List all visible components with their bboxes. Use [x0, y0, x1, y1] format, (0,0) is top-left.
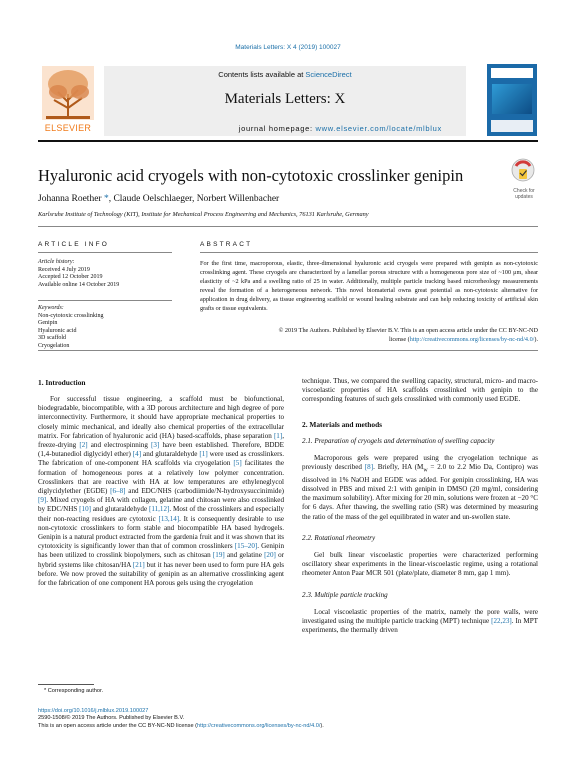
text-run: were used as crosslinkers. The fabrication of one-component HA scaffolds via cryogelation: [38, 450, 284, 468]
affiliation: Karlsruhe Institute of Technology (KIT), Institute for Mechanical Process Engineering and Mechanics, 76131 Karlsruhe, Germany: [38, 211, 369, 218]
oa-prefix: This is an open access article under the CC BY-NC-ND license (: [38, 722, 197, 729]
text-run: and electrospinning: [87, 441, 152, 450]
license-line: [200, 336, 538, 345]
text-run: . In MPT experiments, the thermally driven: [302, 617, 538, 635]
keyword-item: 3D scaffold: [38, 335, 67, 342]
oa-suffix: ).: [320, 722, 324, 729]
intro-heading: 1. Introduction: [38, 378, 86, 387]
text-run: facilitates the formation of homogeneous pores at a relatively low polymer concentration. Crosslinkers that are reactive with HA at low temperatures are ethyleneglycol diglycidylether (EGDE): [38, 459, 284, 496]
text-run: . Briefly, HA (M: [373, 463, 424, 472]
keyword-item: Hyaluronic acid: [38, 327, 77, 334]
reference-link[interactable]: [11,12]: [148, 505, 170, 514]
header-rule: [38, 140, 538, 142]
history-label: Article history:: [38, 259, 75, 265]
reference-link[interactable]: [1]: [273, 431, 283, 440]
text-run: . Most of the crosslinkers and especially their non-reacting residues are cytotoxic: [38, 505, 284, 523]
open-access-line: [38, 723, 538, 730]
reference-link[interactable]: [22,23]: [491, 617, 512, 626]
text-run: Local viscoelastic properties of the matrix, namely the pore walls, were investigated using the multiple particle tracking (MPT) technique: [302, 607, 538, 626]
reference-link[interactable]: [4]: [132, 450, 142, 459]
section-2-1-text: [302, 454, 538, 522]
footnote-rule: [38, 684, 94, 685]
doi-link[interactable]: https://doi.org/10.1016/j.mlblux.2019.100027: [38, 708, 149, 714]
abstract-heading: ABSTRACT: [200, 241, 253, 248]
keyword-item: Cryogelation: [38, 342, 70, 349]
issn-line: 2590-1508/© 2019 The Authors. Published by Elsevier B.V.: [38, 715, 185, 722]
article-history: [38, 259, 172, 289]
text-run: Macroporous gels were prepared using the cryogelation technique as previously described: [302, 454, 538, 472]
homepage-link[interactable]: www.elsevier.com/locate/mlblux: [315, 124, 442, 133]
copyright-line: © 2019 The Authors. Published by Elsevier B.V. This is an open access article under the CC BY-NC-ND: [278, 327, 538, 334]
text-run: , freeze-drying: [38, 431, 284, 450]
keyword-item: Genipin: [38, 320, 58, 327]
check-for-updates-label[interactable]: Check for updates: [513, 188, 535, 200]
text-run: For successful tissue engineering, a scaffold must be biofunctional, biodegradable, biocompatible, with a 3D porous architecture and high degree of pore interconnectivity. Furthermore, it should have appropriate mechanical properties to closely mimic mechanical, and ideally also chemical properties of the extracellular matrix. For fabrication of hyaluronic acid (HA) based-scaffolds, phase separation: [38, 395, 284, 440]
abstract-rule: [200, 252, 538, 253]
reference-link[interactable]: [3]: [151, 441, 160, 450]
subscript: w: [423, 467, 428, 474]
text-run: = 2.0 to 2.2 Mio Da, Contipro) was dissolved in 1% NaOH and EGDE was added. For genipin crosslinking, HA was dissolved in PBS and mixed 2:1 with genipin in DMSO (20 mg/ml, considering the maximum solubility). After mixing for 20 min, solutions were frozen at −20 °C for 6 days. After thawing, the swelling ratio (SR) was determined by measuring the ratio of the mass of the gel equilibrated in water and un-swollen state.: [302, 463, 538, 521]
elsevier-wordmark: ELSEVIER: [44, 123, 92, 133]
text-run: and gelatine: [224, 551, 265, 560]
journal-citation[interactable]: Materials Letters: X 4 (2019) 100027: [235, 44, 341, 51]
reference-link[interactable]: [9]: [38, 496, 47, 505]
homepage-prefix: journal homepage:: [238, 124, 316, 133]
license-link[interactable]: http://creativecommons.org/licenses/by-nc-nd/4.0/: [409, 335, 535, 343]
contents-line: [104, 70, 466, 79]
affiliation-rule: [38, 226, 538, 227]
text-run: or hybrid systems like chitosan/HA: [38, 551, 285, 569]
reference-link[interactable]: [1]: [199, 450, 208, 459]
abstract-end-rule: [38, 350, 538, 351]
reference-link[interactable]: [2]: [79, 441, 88, 450]
history-rule: [38, 300, 172, 301]
journal-homepage: [104, 124, 466, 133]
corresponding-author-mark[interactable]: *: [101, 194, 109, 204]
check-for-updates-icon[interactable]: [510, 158, 536, 188]
cover-title-area: [491, 68, 533, 78]
intro-text: [38, 395, 284, 588]
journal-name: Materials Letters: X: [224, 91, 346, 107]
subsection-heading-2-2: 2.2. Rotational rheometry: [302, 533, 376, 542]
keyword-item: Non-cytotoxic crosslinking: [38, 312, 104, 319]
license-suffix: ).: [534, 335, 538, 343]
intro-continuation: technique. Thus, we compared the swelling capacity, structural, micro- and macro-viscoelastic properties of HA scaffolds crosslinked with genipin to the corresponding features of such gels crosslinked with commonly used EGDE.: [302, 377, 538, 404]
author-list: [38, 194, 279, 204]
methods-heading: 2. Materials and methods: [302, 419, 383, 429]
cover-image: [492, 84, 532, 114]
received-date: Received 4 July 2019: [38, 266, 90, 273]
text-run: and glutaraldehyde: [91, 505, 149, 514]
license-prefix: license (: [388, 335, 410, 343]
reference-link[interactable]: [13,14]: [158, 514, 180, 523]
reference-link[interactable]: [5]: [233, 459, 242, 468]
cover-footer-area: [491, 120, 533, 132]
contents-prefix: Contents lists available at: [218, 70, 306, 79]
section-2-3-text: [302, 608, 538, 636]
footer-block: [38, 708, 538, 730]
subsection-heading-2-3: 2.3. Multiple particle tracking: [302, 590, 388, 599]
corresponding-author-note: * Corresponding author.: [44, 688, 104, 694]
keywords-block: [38, 305, 172, 351]
keywords-label: Keywords:: [38, 305, 64, 311]
text-run: have been established. Therefore, BDDE (1,4-butanediol diglycidyl ether): [38, 441, 285, 459]
text-run: . Genipin has been utilized to crosslink biopolymers, such as chitosan: [38, 542, 284, 560]
right-column: [302, 377, 538, 635]
intro-paragraph: [38, 395, 284, 588]
article-title: Hyaluronic acid cryogels with non-cytotoxic crosslinker genipin: [38, 166, 464, 185]
journal-cover-icon[interactable]: [487, 64, 537, 136]
reference-link[interactable]: [21]: [132, 560, 145, 569]
abstract-text: For the first time, macroporous, elastic, three-dimensional hyaluronic acid cryogels were prepared with genipin as non-cytotoxic crosslinking agent. These cryogels are characterized by a lamellar porous structure with a homogeneous pore size of ~100 μm, shear elasticity of ~2 kPa and a swelling ratio of 25 in water. Additionally, multiple particle tracking based microrheology measurements reveal the formation of a heterogeneous network. This novel biomaterial owns great potential as non-cytotoxic alternative for application in drug delivery, as tissue engineering scaffold or wound healing substrate and can help reducing toxicity of artificial skin grafts or tissue equivalents.: [200, 260, 538, 312]
sciencedirect-link[interactable]: ScienceDirect: [305, 70, 352, 79]
text-run: and EDC/NHS (carbodiimide/N-hydroxysuccinimide): [125, 487, 284, 496]
abstract-copyright: [200, 327, 538, 345]
subsection-heading-2-1: 2.1. Preparation of cryogels and determination of swelling capacity: [302, 436, 495, 445]
article-info-rule: [38, 252, 172, 253]
other-authors[interactable]: , Claude Oelschlaeger, Norbert Willenbacher: [108, 194, 280, 204]
text-run: but it has never been used to form pure HA gels before. We now proved the suitability of genipin as an alternative crosslinking agent for the fabrication of one component HA porous gels using the cryogelation: [38, 560, 285, 588]
available-date: Available online 14 October 2019: [38, 281, 120, 288]
reference-link[interactable]: [20]: [264, 551, 276, 560]
first-author[interactable]: Johanna Roether: [38, 194, 102, 204]
text-run: and glutaraldehyde: [141, 450, 200, 459]
text-run: . Mixed cryogels of HA with collagen, gelatine and chitosan were also crosslinked by EDC/NHS: [38, 496, 284, 514]
reference-link[interactable]: [19]: [212, 551, 225, 560]
article-info-heading: ARTICLE INFO: [38, 241, 110, 248]
reference-link[interactable]: [10]: [79, 505, 91, 514]
accepted-date: Accepted 12 October 2019: [38, 274, 103, 281]
section-2-2-text: Gel bulk linear viscoelastic properties were characterized performing oscillatory shear experiments in the linear-viscoelastic regime, using a rotational rheometer Anton Paar MCR 501 (plate/plate, diameter 8 mm, gap 1 mm).: [302, 551, 538, 578]
reference-link[interactable]: [6–8]: [110, 487, 126, 496]
reference-link[interactable]: [15–20]: [234, 542, 258, 551]
reference-link[interactable]: [8]: [364, 463, 374, 472]
text-run: . It is consequently desirable to use non-cytotoxic crosslinkers to form stable and biocompatible HA based hydrogels. Genipin is a natural product extracted from the gardenia fruit and it was shown that its cytotoxicity is significantly lower than that of common crosslinkers: [38, 514, 284, 551]
oa-license-link[interactable]: http://creativecommons.org/licenses/by-nc-nd/4.0/: [196, 722, 321, 729]
